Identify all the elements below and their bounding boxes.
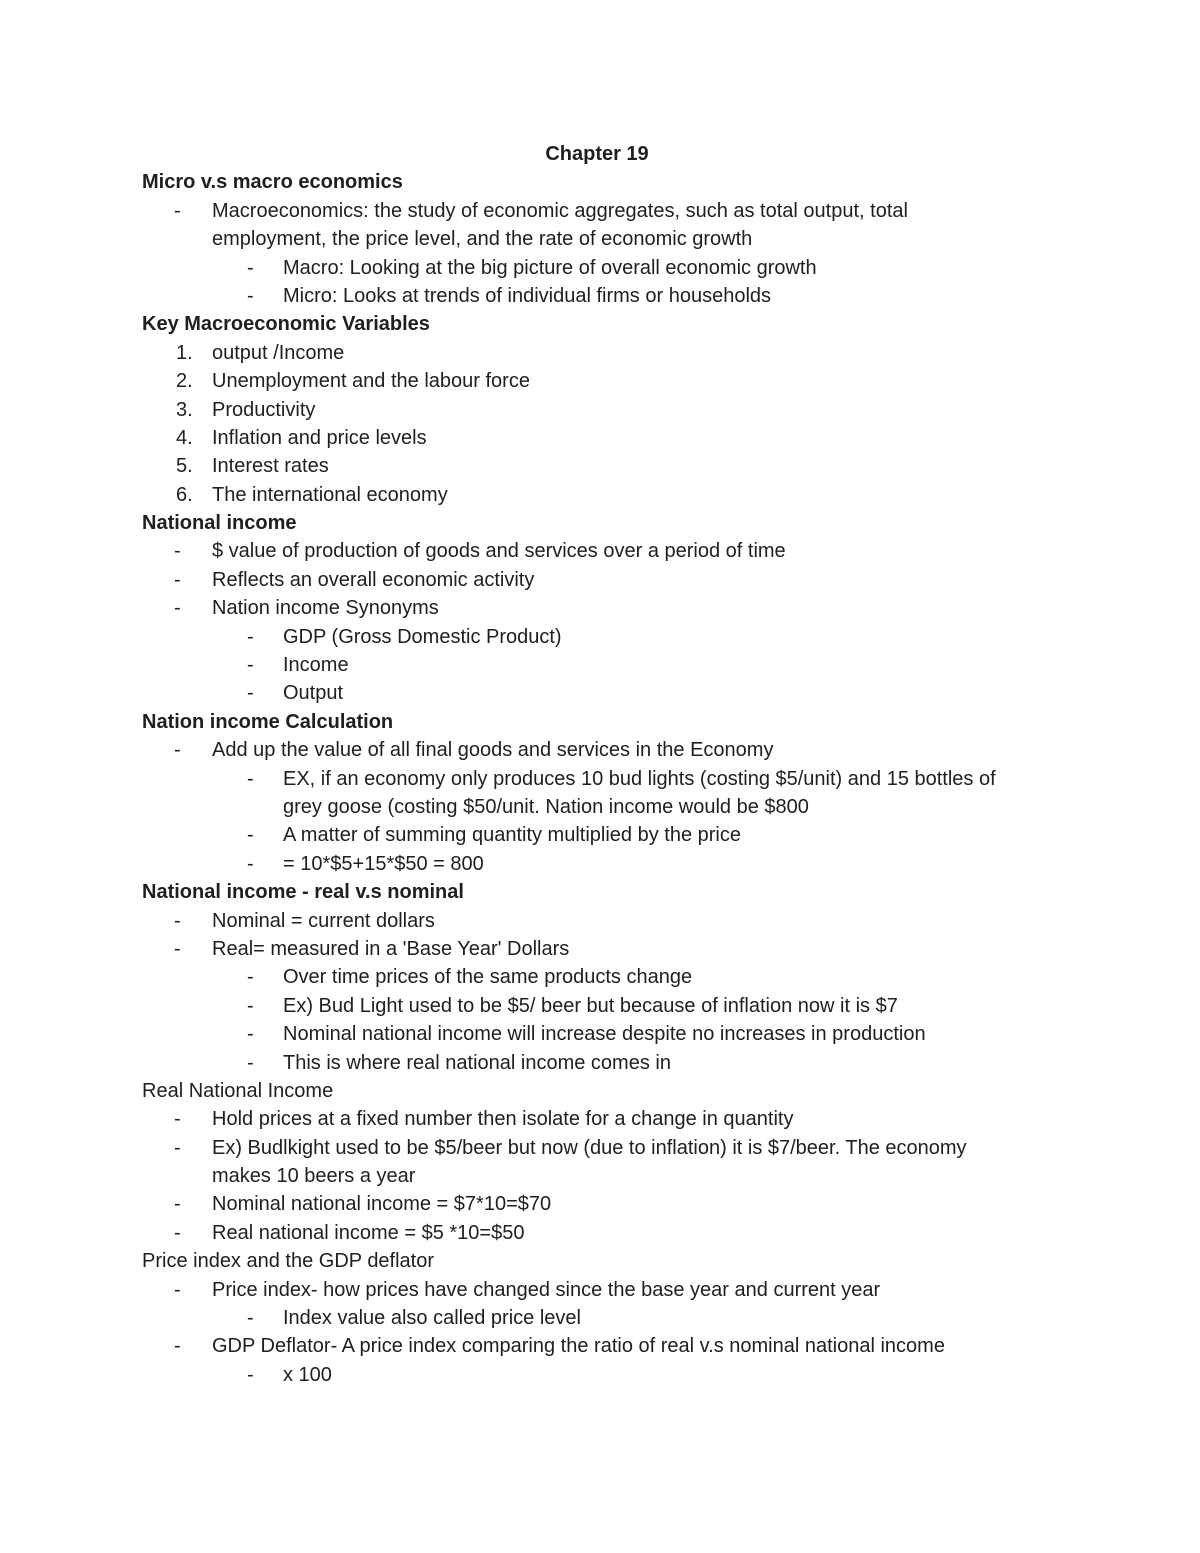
list-item: - Reflects an overall economic activity — [142, 566, 1062, 594]
section-heading: Price index and the GDP deflator — [142, 1250, 435, 1273]
sub-list-item: - x 100 — [142, 1361, 1062, 1389]
dash-bullet: - — [174, 909, 181, 932]
section-heading: National income — [142, 512, 297, 535]
list-item: - Add up the value of all final goods and services in the Economy — [142, 736, 1062, 764]
list-item: - Macroeconomics: the study of economic aggregates, such as total output, total — [142, 197, 1062, 225]
numbered-item: 2. Unemployment and the labour force — [142, 367, 1062, 395]
numbered-item: 3. Productivity — [142, 396, 1062, 424]
item-number: 5. — [176, 455, 193, 478]
item-number: 1. — [176, 341, 193, 364]
dash-bullet: - — [174, 739, 181, 762]
numbered-item: 6. The international economy — [142, 481, 1062, 509]
list-item: - $ value of production of goods and services over a period of time — [142, 537, 1062, 565]
dash-bullet: - — [247, 1023, 254, 1046]
list-item: - GDP Deflator- A price index comparing the ratio of real v.s nominal national income — [142, 1332, 1062, 1360]
item-number: 3. — [176, 398, 193, 421]
dash-bullet: - — [174, 1335, 181, 1358]
dash-bullet: - — [247, 625, 254, 648]
dash-bullet: - — [174, 540, 181, 563]
dash-bullet: - — [174, 597, 181, 620]
section-heading: Real National Income — [142, 1079, 334, 1102]
dash-bullet: - — [174, 199, 181, 222]
dash-bullet: - — [247, 767, 254, 790]
numbered-item: 5. Interest rates — [142, 452, 1062, 480]
dash-bullet: - — [174, 568, 181, 591]
sub-list-item: - GDP (Gross Domestic Product) — [142, 623, 1062, 651]
sub-list-item: - Micro: Looks at trends of individual firms or households — [142, 282, 1062, 310]
dash-bullet: - — [174, 1278, 181, 1301]
dash-bullet: - — [174, 1136, 181, 1159]
sub-list-item: - Macro: Looking at the big picture of overall economic growth — [142, 254, 1062, 282]
dash-bullet: - — [247, 966, 254, 989]
dash-bullet: - — [247, 852, 254, 875]
sub-list-item: - Output — [142, 679, 1062, 707]
sub-list-item: - Index value also called price level — [142, 1304, 1062, 1332]
list-item: - Nominal national income = $7*10=$70 — [142, 1190, 1062, 1218]
dash-bullet: - — [174, 1108, 181, 1131]
list-item-continuation: makes 10 beers a year — [212, 1165, 416, 1188]
numbered-item: 4. Inflation and price levels — [142, 424, 1062, 452]
dash-bullet: - — [247, 1051, 254, 1074]
sub-list-item: - Income — [142, 651, 1062, 679]
list-item: - Real= measured in a 'Base Year' Dollars — [142, 935, 1062, 963]
section-heading: Micro v.s macro economics — [142, 171, 403, 194]
dash-bullet: - — [247, 654, 254, 677]
document-page — [142, 140, 1062, 1389]
section-heading: Nation income Calculation — [142, 710, 394, 733]
dash-bullet: - — [247, 256, 254, 279]
dash-bullet: - — [247, 824, 254, 847]
list-item: - Nation income Synonyms — [142, 594, 1062, 622]
list-item-continuation: employment, the price level, and the rate of economic growth — [212, 228, 753, 251]
dash-bullet: - — [247, 1307, 254, 1330]
dash-bullet: - — [247, 284, 254, 307]
sub-list-item: - = 10*$5+15*$50 = 800 — [142, 850, 1062, 878]
list-item: - Hold prices at a fixed number then isolate for a change in quantity — [142, 1105, 1062, 1133]
sub-list-item: - EX, if an economy only produces 10 bud lights (costing $5/unit) and 15 bottles of — [142, 765, 1062, 793]
sub-list-item: - Ex) Bud Light used to be $5/ beer but because of inflation now it is $7 — [142, 992, 1062, 1020]
sub-list-item-continuation: grey goose (costing $50/unit. Nation income would be $800 — [283, 795, 809, 818]
dash-bullet: - — [247, 682, 254, 705]
sub-list-item: - Nominal national income will increase despite no increases in production — [142, 1020, 1062, 1048]
numbered-item: 1. output /Income — [142, 339, 1062, 367]
sub-list-item: - Over time prices of the same products change — [142, 963, 1062, 991]
sub-list-item: - This is where real national income comes in — [142, 1049, 1062, 1077]
dash-bullet: - — [174, 1193, 181, 1216]
dash-bullet: - — [247, 1363, 254, 1386]
dash-bullet: - — [174, 1221, 181, 1244]
section-heading: Key Macroeconomic Variables — [142, 313, 430, 336]
list-item: - Ex) Budlkight used to be $5/beer but now (due to inflation) it is $7/beer. The economy — [142, 1134, 1062, 1162]
list-item: - Real national income = $5 *10=$50 — [142, 1219, 1062, 1247]
item-number: 6. — [176, 483, 193, 506]
sub-list-item: - A matter of summing quantity multiplied by the price — [142, 821, 1062, 849]
list-item: - Nominal = current dollars — [142, 907, 1062, 935]
item-number: 4. — [176, 426, 193, 449]
item-number: 2. — [176, 370, 193, 393]
page-title: Chapter 19 — [545, 143, 649, 165]
dash-bullet: - — [247, 994, 254, 1017]
list-item: - Price index- how prices have changed since the base year and current year — [142, 1276, 1062, 1304]
dash-bullet: - — [174, 937, 181, 960]
section-heading: National income - real v.s nominal — [142, 881, 464, 904]
